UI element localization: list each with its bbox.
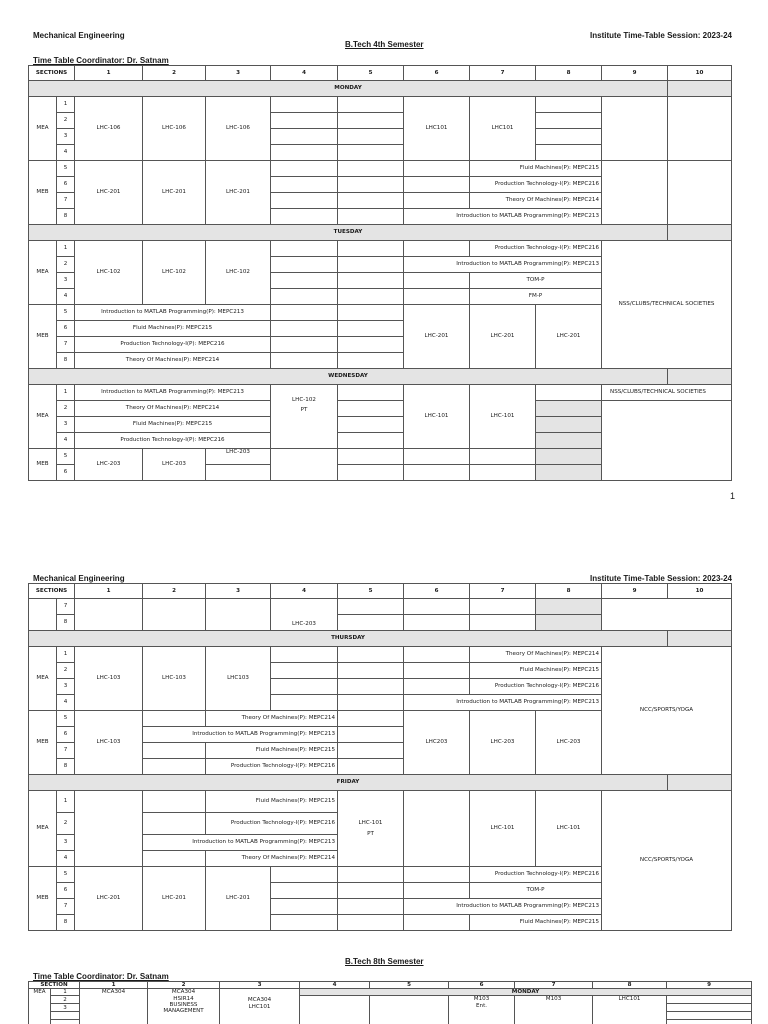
group-number: 5 — [57, 161, 75, 177]
group-number: 8 — [57, 759, 75, 775]
room-cell: LHC-102 PT — [271, 385, 338, 449]
room-cell: LHC101 — [470, 97, 536, 161]
room-cell: LHC-103 — [143, 647, 206, 711]
group-number: 6 — [57, 727, 75, 743]
period-header: 4 — [271, 584, 338, 599]
lab-cell: Introduction to MATLAB Programming(P): MEPC213 — [404, 899, 602, 915]
room-cell: LHC-201 — [75, 161, 143, 225]
period-header: 10 — [668, 66, 732, 81]
group-number: 2 — [51, 996, 80, 1004]
group-number: 1 — [57, 241, 75, 257]
group-number: 5 — [57, 867, 75, 883]
room-cell: LHC-201 — [206, 161, 271, 225]
group-number: 3 — [57, 835, 75, 851]
period-header: 5 — [370, 982, 449, 989]
period-header: 1 — [75, 66, 143, 81]
lab-cell: Production Technology-I(P): MEPC216 — [470, 177, 602, 193]
period-header: 8 — [536, 584, 602, 599]
lab-cell: Introduction to MATLAB Programming(P): MEPC213 — [404, 695, 602, 711]
day-monday: MONDAY — [300, 989, 752, 996]
group-number: 2 — [57, 813, 75, 835]
group-number: 3 — [57, 417, 75, 433]
group-number: 1 — [57, 791, 75, 813]
period-header: 6 — [404, 66, 470, 81]
period-header: 6 — [449, 982, 515, 989]
section-meb: MEB — [29, 305, 57, 369]
section-meb: MEB — [29, 161, 57, 225]
course-cell: MCA304 LHC101 — [220, 989, 300, 1024]
blank-cell — [668, 775, 732, 791]
room-cell: LHC-203 — [271, 599, 338, 631]
lab-cell: FM-P — [470, 289, 602, 305]
lab-cell: Theory Of Machines(P): MEPC214 — [206, 711, 338, 727]
period-header: 7 — [515, 982, 593, 989]
lab-cell: Introduction to MATLAB Programming(P): MEPC213 — [75, 385, 271, 401]
period-header: 3 — [206, 66, 271, 81]
lab-cell: Fluid Machines(P): MEPC215 — [206, 791, 338, 813]
room-cell: LHC-201 — [470, 305, 536, 369]
group-number: 1 — [57, 647, 75, 663]
section-meb: MEB — [29, 449, 57, 481]
department-name: Mechanical Engineering — [33, 31, 125, 40]
group-number: 7 — [57, 899, 75, 915]
period-header: 7 — [470, 584, 536, 599]
section-mea: MEA — [29, 241, 57, 305]
group-number: 3 — [57, 129, 75, 145]
section-header: SECTION — [29, 982, 80, 989]
session-label: Institute Time-Table Session: 2023-24 — [590, 31, 732, 40]
lab-cell: Fluid Machines(P): MEPC215 — [75, 321, 271, 337]
lab-cell: Fluid Machines(P): MEPC215 — [206, 743, 338, 759]
lab-cell: Fluid Machines(P): MEPC215 — [470, 915, 602, 931]
group-number: 5 — [57, 305, 75, 321]
room-cell: LHC-203 — [536, 711, 602, 775]
session-label: Institute Time-Table Session: 2023-24 — [590, 574, 732, 583]
lab-cell: TOM-P — [470, 883, 602, 899]
room-cell: LHC-203 — [143, 449, 206, 481]
course-cell: MCA304 — [80, 989, 148, 1024]
group-number: 2 — [57, 401, 75, 417]
lab-cell: Production Technology-I(P): MEPC216 — [206, 813, 338, 835]
room-cell: LHC101 — [404, 97, 470, 161]
room-cell: LHC-101 — [470, 791, 536, 867]
lab-cell: Fluid Machines(P): MEPC215 — [75, 417, 271, 433]
room-cell: LHC-201 — [143, 161, 206, 225]
lab-cell: Theory Of Machines(P): MEPC214 — [470, 193, 602, 209]
group-number: 4 — [57, 289, 75, 305]
group-number: 6 — [57, 177, 75, 193]
room-cell: LHC-201 — [404, 305, 470, 369]
course-cell: LHC101 — [593, 996, 667, 1024]
room-cell: LHC-203 — [470, 711, 536, 775]
room-cell: LHC-106 — [206, 97, 271, 161]
lab-cell: Theory Of Machines(P): MEPC214 — [470, 647, 602, 663]
group-number: 3 — [57, 273, 75, 289]
room-cell: LHC-201 — [206, 867, 271, 931]
group-number: 8 — [57, 353, 75, 369]
room-cell: LHC103 — [206, 647, 271, 711]
lab-cell: Production Technology-I(P): MEPC216 — [470, 241, 602, 257]
day-monday: MONDAY — [29, 81, 668, 97]
section-mea: MEA — [29, 989, 51, 1024]
room-cell: LHC-101 — [470, 385, 536, 449]
period-header: 10 — [668, 584, 732, 599]
group-number: 7 — [57, 337, 75, 353]
lab-cell: Fluid Machines(P): MEPC215 — [470, 663, 602, 679]
coordinator-label: Time Table Coordinator: Dr. Satnam — [33, 972, 169, 981]
semester-title: B.Tech 8th Semester — [345, 957, 424, 966]
group-number: 4 — [57, 433, 75, 449]
period-header: 2 — [143, 66, 206, 81]
period-header: 8 — [536, 66, 602, 81]
group-number: 3 — [57, 679, 75, 695]
period-header: 1 — [75, 584, 143, 599]
group-number: 8 — [57, 915, 75, 931]
room-cell: LHC-101 — [404, 385, 470, 449]
blank-cell — [668, 225, 732, 241]
room-cell: LHC-102 — [206, 241, 271, 305]
group-number: 5 — [57, 449, 75, 465]
day-wednesday: WEDNESDAY — [29, 369, 668, 385]
sections-header: SECTIONS — [29, 584, 75, 599]
period-header: 5 — [338, 584, 404, 599]
period-header: 3 — [220, 982, 300, 989]
lab-cell: Production Technology-I(P): MEPC216 — [75, 337, 271, 353]
lab-cell: Production Technology-I(P): MEPC216 — [206, 759, 338, 775]
activity-cell: NSS/CLUBS/TECHNICAL SOCIETIES — [602, 241, 732, 369]
department-name: Mechanical Engineering — [33, 574, 125, 583]
lab-cell: Production Technology-I(P): MEPC216 — [470, 679, 602, 695]
sections-header: SECTIONS — [29, 66, 75, 81]
period-header: 5 — [338, 66, 404, 81]
blank-cell — [668, 369, 732, 385]
lab-cell: Production Technology-I(P): MEPC216 — [470, 867, 602, 883]
period-header: 6 — [404, 584, 470, 599]
semester-title: B.Tech 4th Semester — [345, 40, 424, 49]
section-meb: MEB — [29, 867, 57, 931]
group-number: 6 — [57, 883, 75, 899]
group-number: 1 — [57, 385, 75, 401]
section-meb: MEB — [29, 711, 57, 775]
lab-cell: Introduction to MATLAB Programming(P): MEPC213 — [143, 835, 338, 851]
activity-cell: NCC/SPORTS/YOGA — [602, 791, 732, 931]
period-header: 9 — [667, 982, 752, 989]
timetable-8th-semester-viewport — [0, 981, 768, 1024]
activity-cell: NSS/CLUBS/TECHNICAL SOCIETIES — [602, 385, 732, 401]
group-number: 1 — [57, 97, 75, 113]
timetable-4th-semester — [28, 65, 732, 481]
lab-cell: Fluid Machines(P): MEPC215 — [470, 161, 602, 177]
day-thursday: THURSDAY — [29, 631, 668, 647]
period-header: 4 — [271, 66, 338, 81]
period-header: 2 — [148, 982, 220, 989]
lab-cell: Introduction to MATLAB Programming(P): MEPC213 — [404, 209, 602, 225]
section-mea: MEA — [29, 791, 57, 867]
period-header: 9 — [602, 66, 668, 81]
blank-cell — [668, 631, 732, 647]
header-row — [29, 66, 732, 81]
room-cell: LHC-106 — [75, 97, 143, 161]
course-cell: M103 — [515, 996, 593, 1024]
period-header: 1 — [80, 982, 148, 989]
room-cell: LHC-106 — [143, 97, 206, 161]
course-cell: M103 Ent. — [449, 996, 515, 1024]
page-number: 1 — [730, 491, 736, 501]
group-number: 4 — [57, 145, 75, 161]
course-cell: MCA304 HSIR14 BUSINESS MANAGEMENT — [148, 989, 220, 1024]
period-header: 2 — [143, 584, 206, 599]
room-cell: LHC-203 — [206, 449, 271, 465]
day-friday: FRIDAY — [29, 775, 668, 791]
room-cell: LHC-203 — [75, 449, 143, 481]
lab-cell: Production Technology-I(P): MEPC216 — [75, 433, 271, 449]
room-cell: LHC-103 — [75, 647, 143, 711]
lab-cell: Introduction to MATLAB Programming(P): MEPC213 — [143, 727, 338, 743]
day-tuesday: TUESDAY — [29, 225, 668, 241]
header-row — [29, 584, 732, 599]
lab-cell: Introduction to MATLAB Programming(P): MEPC213 — [75, 305, 271, 321]
period-header: 4 — [300, 982, 370, 989]
section-mea: MEA — [29, 647, 57, 711]
lab-cell: Theory Of Machines(P): MEPC214 — [75, 353, 271, 369]
timetable-4th-semester-continued — [28, 583, 732, 931]
header-row — [29, 982, 752, 989]
group-number: 7 — [57, 599, 75, 615]
room-cell: LHC-101 — [536, 791, 602, 867]
room-cell: LHC-103 — [75, 711, 143, 775]
period-header: 8 — [593, 982, 667, 989]
lab-cell: Theory Of Machines(P): MEPC214 — [75, 401, 271, 417]
period-header: 9 — [602, 584, 668, 599]
room-cell: LHC-201 — [143, 867, 206, 931]
group-number: 2 — [57, 663, 75, 679]
section-mea: MEA — [29, 97, 57, 161]
lab-cell: Theory Of Machines(P): MEPC214 — [206, 851, 338, 867]
room-cell: LHC-102 — [75, 241, 143, 305]
lab-cell: Introduction to MATLAB Programming(P): MEPC213 — [404, 257, 602, 273]
group-number: 8 — [57, 209, 75, 225]
room-cell: LHC203 — [404, 711, 470, 775]
group-number: 6 — [57, 465, 75, 481]
period-header: 3 — [206, 584, 271, 599]
group-number: 4 — [57, 851, 75, 867]
group-number: 3 — [51, 1004, 80, 1012]
room-cell: LHC-102 — [143, 241, 206, 305]
timetable-8th-semester — [28, 981, 752, 1024]
activity-cell: NCC/SPORTS/YOGA — [602, 647, 732, 775]
lab-cell: TOM-P — [470, 273, 602, 289]
group-number: 1 — [51, 989, 80, 996]
group-number: 8 — [57, 615, 75, 631]
coordinator-label: Time Table Coordinator: Dr. Satnam — [33, 56, 169, 65]
group-number: 2 — [57, 113, 75, 129]
group-number: 7 — [57, 193, 75, 209]
period-header: 7 — [470, 66, 536, 81]
group-number: 6 — [57, 321, 75, 337]
group-number: 7 — [57, 743, 75, 759]
room-cell: LHC-201 — [75, 867, 143, 931]
room-cell: LHC-101 PT — [338, 791, 404, 867]
group-number: 5 — [57, 711, 75, 727]
section-mea: MEA — [29, 385, 57, 449]
group-number: 4 — [57, 695, 75, 711]
group-number: 2 — [57, 257, 75, 273]
blank-cell — [668, 81, 732, 97]
room-cell: LHC-201 — [536, 305, 602, 369]
